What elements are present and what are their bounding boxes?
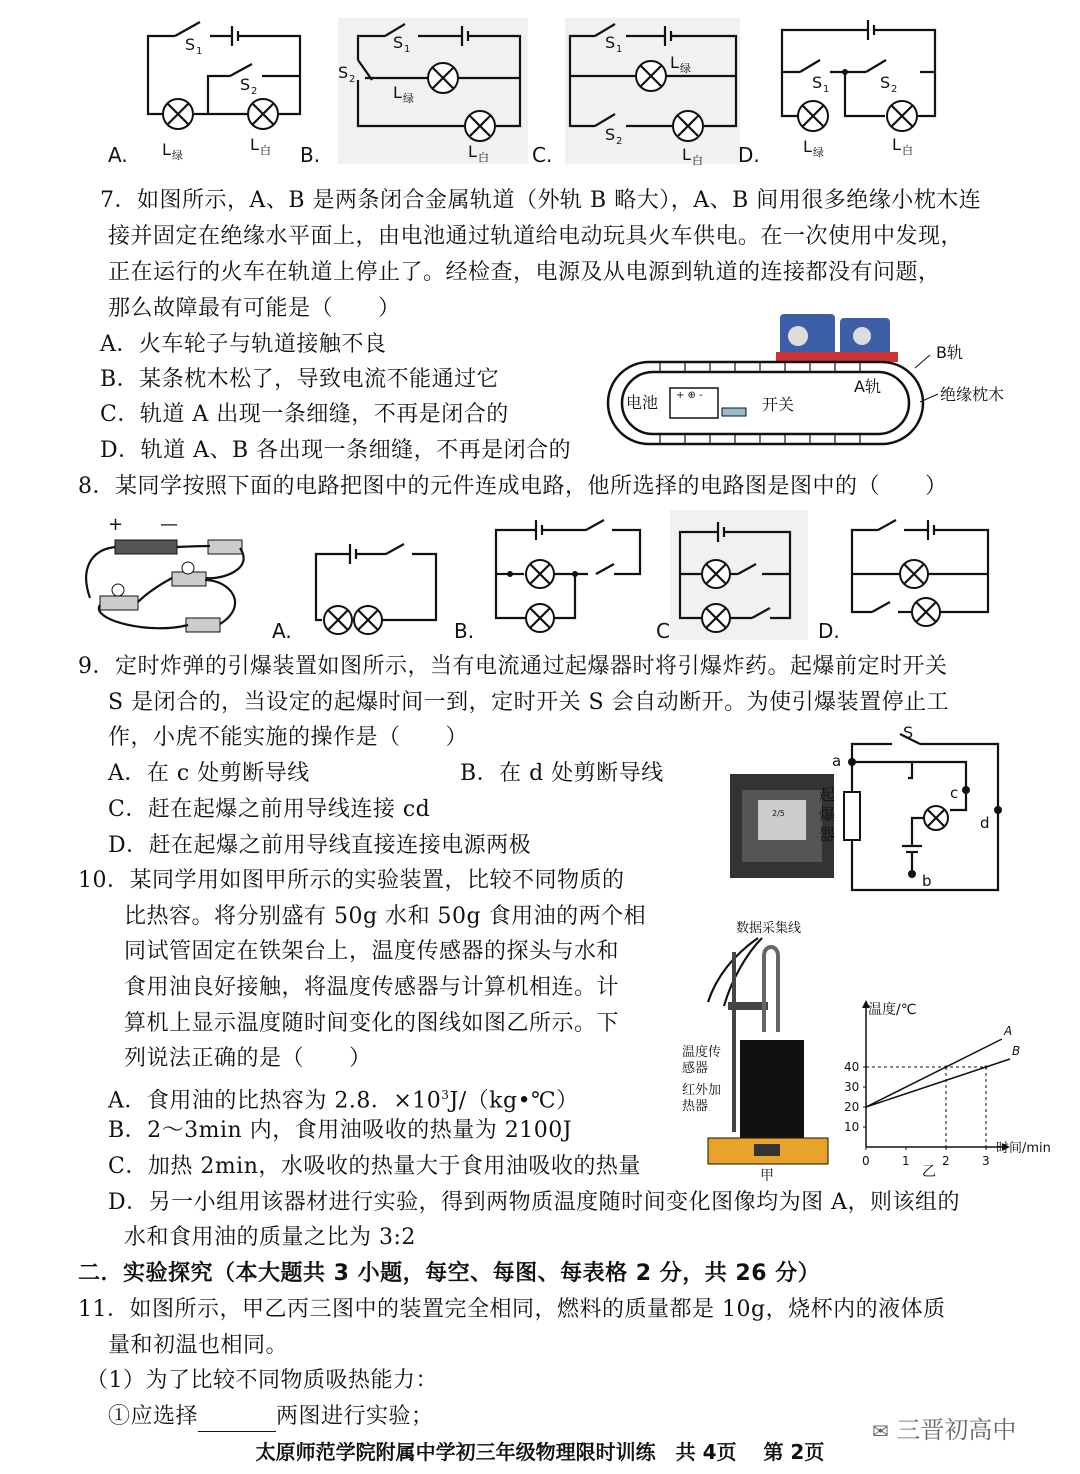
- svg-text:2: 2: [616, 136, 623, 147]
- svg-text:+: +: [108, 514, 124, 535]
- svg-text:绝缘枕木: 绝缘枕木: [940, 385, 1005, 404]
- page-footer: 太原师范学院附属中学初三年级物理限时训练 共 4页 第 2页: [255, 1440, 825, 1464]
- q10-option-c: C．加热 2min，水吸收的热量大于食用油吸收的热量: [108, 1154, 641, 1179]
- svg-text:白: 白: [478, 151, 489, 164]
- svg-text:绿: 绿: [813, 146, 824, 159]
- q10-stem-line: 10．某同学用如图甲所示的实验装置，比较不同物质的: [78, 868, 625, 893]
- q10-stem-line: 同试管固定在铁架台上，温度传感器的探头与水和: [124, 939, 620, 964]
- option-c-label: C.: [532, 143, 553, 167]
- q7-track-figure: [600, 310, 1010, 450]
- svg-text:A轨: A轨: [854, 377, 881, 396]
- svg-text:A.: A.: [272, 619, 292, 643]
- svg-text:S: S: [240, 75, 251, 94]
- svg-text:数据采集线: 数据采集线: [736, 921, 802, 936]
- q8-figures: [0, 510, 1080, 645]
- svg-text:S: S: [812, 73, 823, 92]
- y-axis-label: 温度/℃: [868, 1002, 917, 1018]
- section-2-title: 二．实验探究（本大题共 3 小题，每空、每图、每表格 2 分，共 26 分）: [78, 1261, 821, 1286]
- watermark: ✉ 三晋初高中: [872, 1416, 1017, 1444]
- q10-stem-line: 列说法正确的是（ ）: [124, 1046, 372, 1071]
- svg-text:电池: 电池: [626, 393, 659, 412]
- x-axis-label: 时间/min: [996, 1141, 1051, 1156]
- y-tick-label: 40: [844, 1060, 860, 1074]
- q9-bomb-figure: [728, 718, 1018, 898]
- q11-stem-line: 11．如图所示，甲乙丙三图中的装置完全相同，燃料的质量都是 10g，烧杯内的液体质: [78, 1297, 946, 1322]
- q7-option-d: D．轨道 A、B 各出现一条细缝，不再是闭合的: [100, 438, 572, 463]
- svg-text:B.: B.: [454, 619, 475, 643]
- svg-text:—: —: [160, 514, 178, 535]
- svg-text:2/5: 2/5: [772, 809, 785, 818]
- q10-option-a: A．食用油的比热容为 2.8．$\times 10^3J/(kg•℃)$: [108, 1088, 579, 1114]
- q8-option-a: [272, 544, 436, 643]
- option-b-label: B.: [300, 143, 321, 167]
- svg-text:a: a: [832, 752, 842, 770]
- q9-option-a: A．在 c 处剪断导线: [108, 761, 310, 786]
- q7-stem-line: 那么故障最有可能是（ ）: [108, 296, 401, 321]
- svg-text:绿: 绿: [403, 92, 414, 105]
- q9-option-b: B．在 d 处剪断导线: [460, 761, 664, 786]
- svg-text:L: L: [682, 145, 691, 164]
- svg-text:S: S: [185, 35, 196, 54]
- svg-text:L: L: [892, 135, 901, 154]
- q11-stem-line: 量和初温也相同。: [108, 1333, 289, 1358]
- svg-text:S: S: [393, 33, 404, 52]
- svg-text:绿: 绿: [172, 149, 183, 162]
- q8-stem: 8．某同学按照下面的电路把图中的元件连成电路，他所选择的电路图是图中的（ ）: [78, 474, 948, 499]
- x-tick-label: 1: [902, 1154, 910, 1168]
- svg-text:2: 2: [349, 74, 356, 85]
- q10-option-d: D．另一小组用该器材进行实验，得到两物质温度随时间变化图像均为图 A，则该组的: [108, 1190, 961, 1215]
- q9-option-c: C．赶在起爆之前用导线连接 cd: [108, 797, 431, 822]
- svg-text:白: 白: [902, 144, 913, 157]
- svg-text:白: 白: [260, 144, 271, 157]
- svg-text:+ ⊕ -: + ⊕ -: [676, 390, 703, 401]
- q7-option-a: A．火车轮子与轨道接触不良: [100, 332, 387, 357]
- series-line-b: [866, 1059, 1010, 1107]
- q8-option-d: [818, 520, 988, 643]
- svg-text:L: L: [162, 140, 171, 159]
- svg-text:S: S: [880, 73, 891, 92]
- svg-text:B轨: B轨: [936, 343, 963, 362]
- svg-text:C: C: [656, 619, 670, 643]
- series-label-a: A: [1004, 1024, 1013, 1038]
- svg-text:L: L: [670, 53, 679, 72]
- chart-caption: 乙: [922, 1164, 936, 1180]
- svg-text:L: L: [250, 135, 259, 154]
- svg-text:开关: 开关: [762, 395, 795, 414]
- svg-text:S: S: [903, 723, 914, 742]
- svg-text:1: 1: [196, 46, 203, 57]
- svg-text:L: L: [468, 142, 477, 161]
- option-d-label: D.: [738, 143, 760, 167]
- svg-text:1: 1: [404, 44, 411, 55]
- svg-text:S: S: [605, 33, 616, 52]
- svg-text:1: 1: [616, 44, 623, 55]
- q7-stem-line: 接并固定在绝缘水平面上，由电池通过轨道给电动玩具火车供电。在一次使用中发现，: [108, 224, 964, 249]
- q10-stem-line: 食用油良好接触，将温度传感器与计算机相连。计: [124, 975, 620, 1000]
- svg-text:2: 2: [891, 84, 898, 95]
- svg-text:L: L: [803, 137, 812, 156]
- q9-stem-line: 作，小虎不能实施的操作是（ ）: [108, 725, 469, 750]
- q10-temperature-chart: [838, 992, 1068, 1182]
- svg-text:绿: 绿: [680, 62, 691, 75]
- svg-text:感器: 感器: [682, 1061, 709, 1076]
- q11-sub1-a: ①应选择 两图进行实验；: [108, 1402, 434, 1432]
- svg-text:温度传: 温度传: [682, 1045, 722, 1060]
- q9-stem-line: 9．定时炸弹的引爆装置如图所示，当有电流通过起爆器时将引爆炸药。起爆前定时开关: [78, 654, 948, 679]
- q10-stem-line: 比热容。将分别盛有 50g 水和 50g 食用油的两个相: [124, 904, 647, 929]
- q10-stem-line: 算机上显示温度随时间变化的图线如图乙所示。下: [124, 1011, 620, 1036]
- svg-text:d: d: [980, 814, 990, 832]
- data-point: [985, 1066, 988, 1069]
- circuit-option-d: [738, 20, 935, 167]
- q10-option-d-cont: 水和食用油的质量之比为 3:2: [124, 1225, 416, 1250]
- y-tick-label: 10: [844, 1120, 860, 1134]
- y-tick-label: 20: [844, 1100, 860, 1114]
- svg-text:红外加: 红外加: [682, 1083, 722, 1098]
- svg-text:器: 器: [819, 825, 836, 844]
- q9-stem-line: S 是闭合的，当设定的起爆时间一到，定时开关 S 会自动断开。为使引爆装置停止工: [108, 690, 950, 715]
- wechat-icon: ✉: [872, 1419, 889, 1443]
- svg-text:S: S: [338, 63, 349, 82]
- x-tick-label: 0: [862, 1154, 870, 1168]
- svg-text:S: S: [605, 125, 616, 144]
- series-label-b: B: [1012, 1044, 1021, 1058]
- q11-sub1: （1）为了比较不同物质吸热能力：: [86, 1368, 438, 1393]
- top-circuit-options: [0, 0, 1080, 170]
- series-line-a: [866, 1039, 1002, 1107]
- q7-option-c: C．轨道 A 出现一条细缝，不再是闭合的: [100, 402, 509, 427]
- svg-text:白: 白: [692, 154, 703, 167]
- q10-apparatus-figure: [678, 912, 848, 1184]
- q8-physical-components: [86, 514, 243, 632]
- q7-stem-line: 正在运行的火车在轨道上停止了。经检查，电源及从电源到轨道的连接都没有问题，: [108, 260, 941, 285]
- answer-blank[interactable]: [198, 1411, 276, 1432]
- svg-text:L: L: [393, 83, 402, 102]
- data-point: [945, 1066, 948, 1069]
- q7-option-b: B．某条枕木松了，导致电流不能通过它: [100, 367, 500, 392]
- svg-text:2: 2: [251, 86, 258, 97]
- y-tick-label: 30: [844, 1080, 860, 1094]
- q7-stem-line: 7．如图所示，A、B 是两条闭合金属轨道（外轨 B 略大），A、B 间用很多绝缘小枕木连: [100, 188, 982, 213]
- x-tick-label: 2: [942, 1154, 950, 1168]
- q9-option-d: D．赶在起爆之前用导线直接连接电源两极: [108, 833, 532, 858]
- option-a-label: A.: [108, 143, 128, 167]
- svg-text:爆: 爆: [819, 805, 836, 824]
- circuit-option-a: [108, 22, 300, 167]
- svg-text:甲: 甲: [760, 1168, 774, 1184]
- svg-text:b: b: [922, 872, 932, 890]
- svg-text:D.: D.: [818, 619, 840, 643]
- x-tick-label: 3: [982, 1154, 990, 1168]
- svg-text:c: c: [950, 784, 959, 802]
- svg-text:1: 1: [823, 84, 830, 95]
- svg-text:起: 起: [819, 785, 836, 804]
- q10-option-b: B．2～3min 内，食用油吸收的热量为 2100J: [108, 1118, 573, 1143]
- q8-option-b: [454, 520, 640, 643]
- svg-text:热器: 热器: [682, 1099, 709, 1114]
